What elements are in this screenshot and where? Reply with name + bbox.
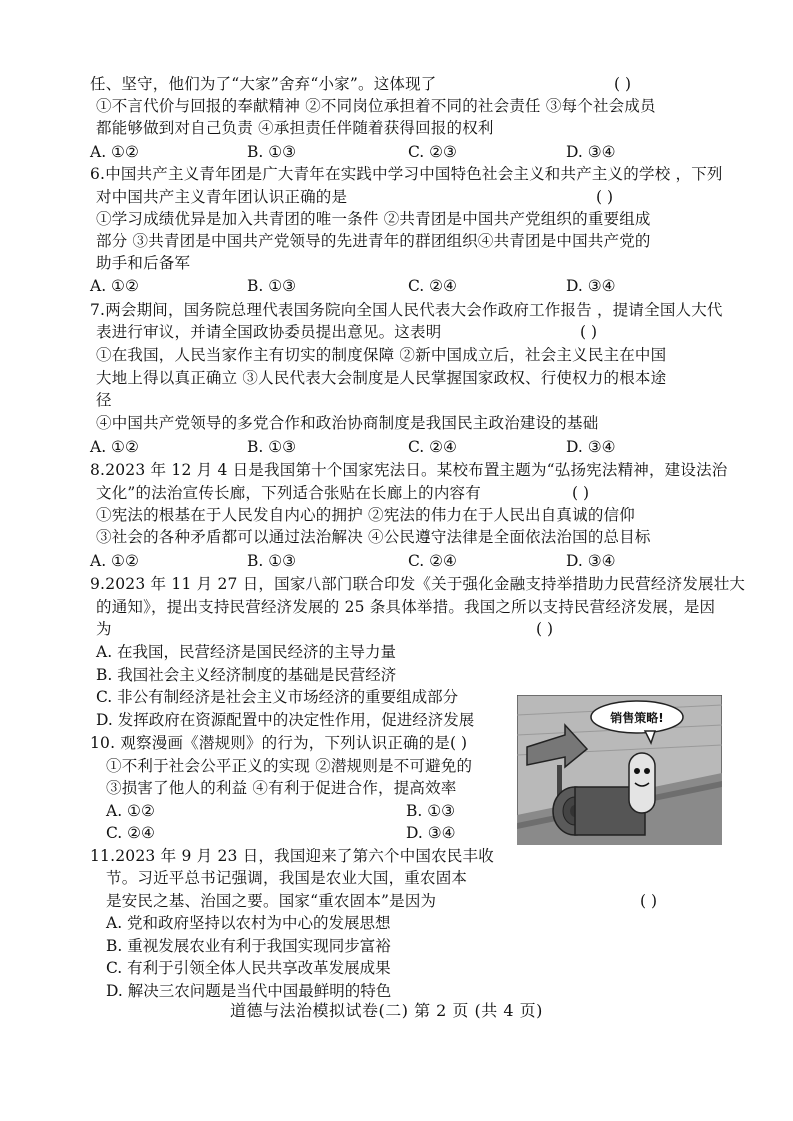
q11-stem-line-1: 11.2023 年 9 月 23 日，我国迎来了第六个中国农民丰收 bbox=[90, 847, 494, 865]
q11-stem-line-2: 节。习近平总书记强调，我国是农业大国，重农固本 bbox=[106, 869, 468, 887]
q7-statement-line-4: ④中国共产党领导的多党合作和政治协商制度是我国民主政治建设的基础 bbox=[96, 414, 599, 432]
q9-stem-line-3: 为 bbox=[96, 620, 112, 638]
q6-option-a: A. ①② bbox=[90, 277, 139, 295]
page-footer: 道德与法治模拟试卷(二) 第 2 页 (共 4 页) bbox=[230, 1001, 543, 1020]
q9-option-d: D. 发挥政府在资源配置中的决定性作用，促进经济发展 bbox=[96, 711, 475, 729]
q10-statement-line-1: ①不利于社会公平正义的实现 ②潜规则是不可避免的 bbox=[106, 757, 473, 775]
q10-option-d: D. ③④ bbox=[406, 824, 456, 842]
q8-option-c: C. ②④ bbox=[408, 552, 457, 570]
q9-option-c: C. 非公有制经济是社会主义市场经济的重要组成部分 bbox=[96, 688, 459, 706]
q8-stem-line-2: 文化”的法治宣传长廊，下列适合张贴在长廊上的内容有 bbox=[96, 484, 481, 502]
cartoon-speech-text: 销售策略! bbox=[610, 711, 664, 725]
q11-option-b: B. 重视发展农业有利于我国实现同步富裕 bbox=[106, 937, 391, 955]
q7-option-d: D. ③④ bbox=[566, 438, 616, 456]
q11-option-a: A. 党和政府坚持以农村为中心的发展思想 bbox=[106, 914, 391, 932]
q8-option-b: B. ①③ bbox=[247, 552, 297, 570]
q7-option-c: C. ②④ bbox=[408, 438, 457, 456]
q5-option-a: A. ①② bbox=[90, 143, 139, 161]
q8-option-a: A. ①② bbox=[90, 552, 139, 570]
q6-statement-line-3: 助手和后备军 bbox=[96, 254, 191, 272]
cartoon-hidden-rules-image bbox=[517, 695, 722, 845]
q8-stem-line-1: 8.2023 年 12 月 4 日是我国第十个国家宪法日。某校布置主题为“弘扬宪法精神，建设法治 bbox=[90, 461, 728, 479]
q10-stem-line-1: 10. 观察漫画《潜规则》的行为，下列认识正确的是 bbox=[90, 734, 451, 752]
q7-stem-line-1: 7.两会期间，国务院总理代表国务院向全国人民代表大会作政府工作报告 ，提请全国人大代 bbox=[90, 301, 723, 319]
q11-stem-line-3: 是安民之基、治国之要。国家“重农固本”是因为 bbox=[106, 892, 437, 910]
q9-option-b: B. 我国社会主义经济制度的基础是民营经济 bbox=[96, 666, 397, 684]
q9-answer-paren: ( ) bbox=[536, 620, 554, 638]
q11-option-c: C. 有利于引领全体人民共享改革发展成果 bbox=[106, 959, 391, 977]
q7-answer-paren: ( ) bbox=[580, 323, 598, 341]
q9-stem-line-1: 9.2023 年 11 月 27 日，国家八部门联合印发《关于强化金融支持举措助力民营经济发展壮大 bbox=[90, 575, 746, 593]
q7-stem-line-2: 表进行审议，并请全国政协委员提出意见。这表明 bbox=[96, 323, 442, 341]
q10-option-a: A. ①② bbox=[106, 802, 155, 820]
q9-stem-line-2: 的通知》，提出支持民营经济发展的 25 条具体举措。我国之所以支持民营经济发展，是因 bbox=[96, 598, 716, 616]
q8-answer-paren: ( ) bbox=[572, 484, 590, 502]
q10-statement-line-2: ③损害了他人的利益 ④有利于促进合作，提高效率 bbox=[106, 779, 457, 797]
q7-statement-line-1: ①在我国，人民当家作主有切实的制度保障 ②新中国成立后，社会主义民主在中国 bbox=[96, 346, 667, 364]
q6-stem-line-1: 6.中国共产主义青年团是广大青年在实践中学习中国特色社会主义和共产主义的学校 ，下列 bbox=[90, 165, 723, 183]
q11-option-d: D. 解决三农问题是当代中国最鲜明的特色 bbox=[106, 982, 392, 1000]
q8-statement-line-2: ③社会的各种矛盾都可以通过法治解决 ④公民遵守法律是全面依法治国的总目标 bbox=[96, 528, 651, 546]
q7-statement-line-3: 径 bbox=[96, 391, 112, 409]
q6-option-c: C. ②④ bbox=[408, 277, 457, 295]
q5-option-c: C. ②③ bbox=[408, 143, 457, 161]
q6-option-d: D. ③④ bbox=[566, 277, 616, 295]
q5-option-d: D. ③④ bbox=[566, 143, 616, 161]
q8-statement-line-1: ①宪法的根基在于人民发自内心的拥护 ②宪法的伟力在于人民出自真诚的信仰 bbox=[96, 506, 635, 524]
q10-answer-paren: ( ) bbox=[450, 734, 468, 752]
q9-option-a: A. 在我国，民营经济是国民经济的主导力量 bbox=[96, 643, 397, 661]
q5-stem-line-1: 任、坚守，他们为了“大家”舍弃“小家”。这体现了 bbox=[90, 75, 437, 93]
q5-option-b: B. ①③ bbox=[247, 143, 297, 161]
q8-option-d: D. ③④ bbox=[566, 552, 616, 570]
q6-stem-line-2: 对中国共产主义青年团认识正确的是 bbox=[96, 188, 348, 206]
q5-statement-line-2: 都能够做到对自己负责 ④承担责任伴随着获得回报的权利 bbox=[96, 119, 494, 137]
q11-answer-paren: ( ) bbox=[640, 892, 658, 910]
q10-option-b: B. ①③ bbox=[406, 802, 456, 820]
q5-answer-paren: ( ) bbox=[614, 75, 632, 93]
q6-statement-line-2: 部分 ③共青团是中国共产党领导的先进青年的群团组织④共青团是中国共产党的 bbox=[96, 232, 651, 250]
q7-option-a: A. ①② bbox=[90, 438, 139, 456]
q6-option-b: B. ①③ bbox=[247, 277, 297, 295]
q6-answer-paren: ( ) bbox=[596, 188, 614, 206]
q6-statement-line-1: ①学习成绩优异是加入共青团的唯一条件 ②共青团是中国共产党组织的重要组成 bbox=[96, 210, 651, 228]
q7-option-b: B. ①③ bbox=[247, 438, 297, 456]
q7-statement-line-2: 大地上得以真正确立 ③人民代表大会制度是人民掌握国家政权、行使权力的根本途 bbox=[96, 369, 667, 387]
q5-statement-line-1: ①不言代价与回报的奉献精神 ②不同岗位承担着不同的社会责任 ③每个社会成员 bbox=[96, 97, 656, 115]
q10-option-c: C. ②④ bbox=[106, 824, 155, 842]
